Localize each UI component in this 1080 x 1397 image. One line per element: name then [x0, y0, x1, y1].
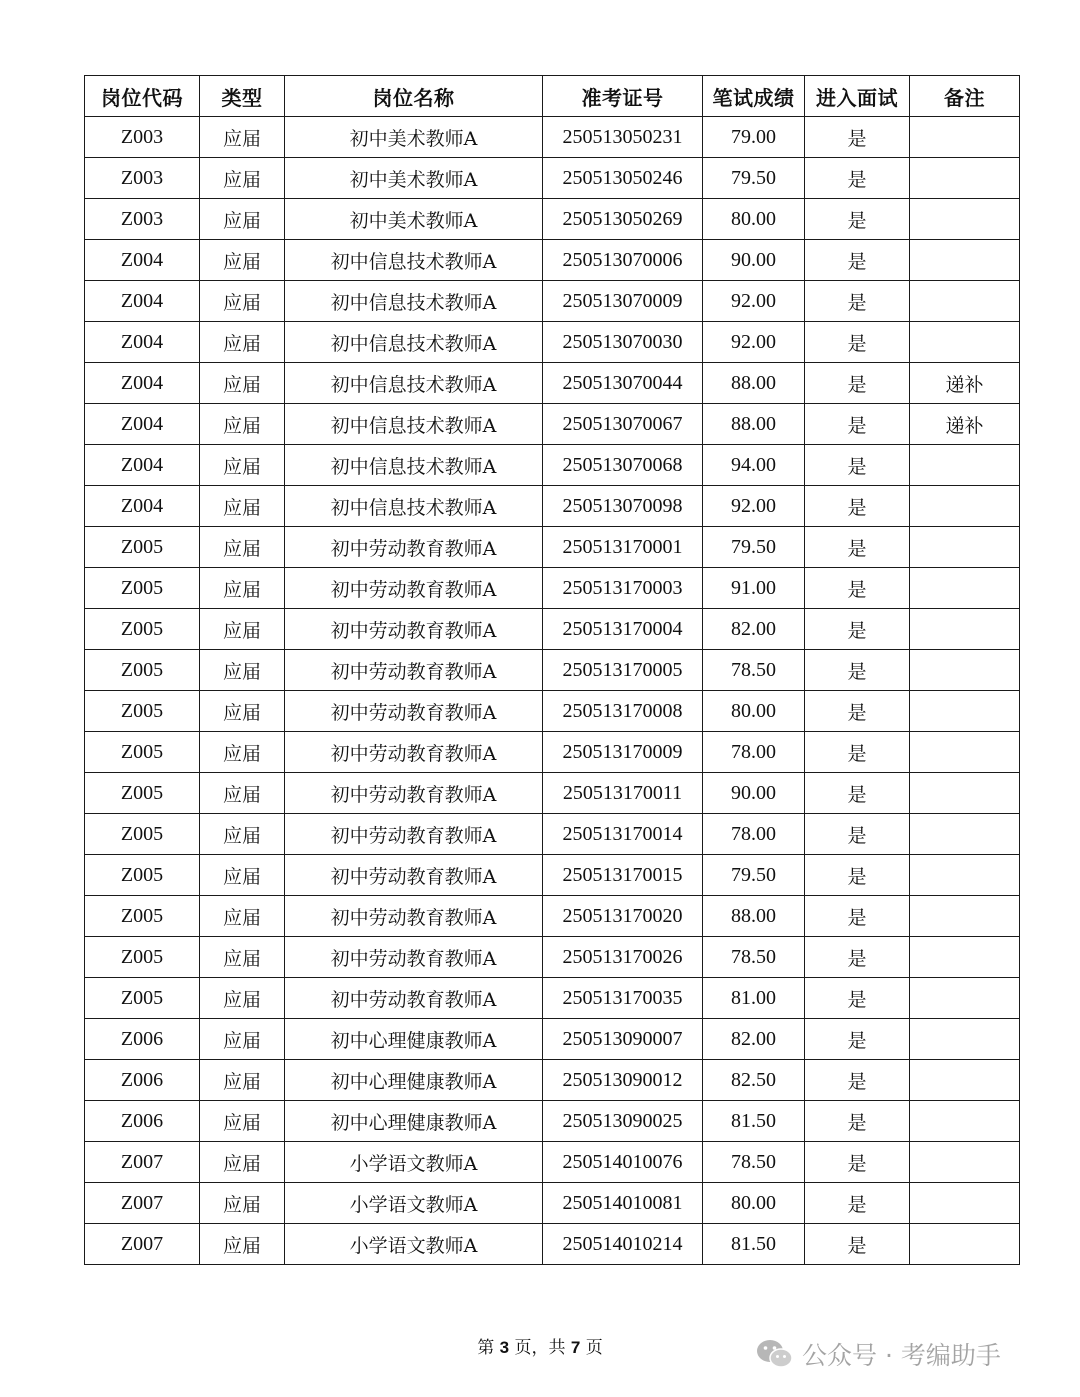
cell-interview: 是	[805, 1019, 910, 1060]
cell-type: 应届	[200, 1183, 285, 1224]
cell-admission-number: 250513170001	[543, 527, 703, 568]
cell-position-name: 初中劳动教育教师A	[285, 773, 543, 814]
cell-remarks	[910, 240, 1020, 281]
cell-interview: 是	[805, 650, 910, 691]
cell-position-name: 初中美术教师A	[285, 117, 543, 158]
table-row	[85, 322, 1020, 363]
cell-written-score: 78.50	[703, 650, 805, 691]
cell-remarks	[910, 568, 1020, 609]
cell-written-score: 82.00	[703, 609, 805, 650]
cell-position-code: Z005	[85, 732, 200, 773]
footer-total-pages: 7	[570, 1338, 581, 1357]
wechat-icon	[756, 1338, 794, 1370]
cell-position-code: Z003	[85, 117, 200, 158]
table-row	[85, 568, 1020, 609]
cell-admission-number: 250513170014	[543, 814, 703, 855]
cell-position-code: Z005	[85, 568, 200, 609]
cell-position-code: Z004	[85, 404, 200, 445]
cell-position-code: Z005	[85, 691, 200, 732]
cell-admission-number: 250514010081	[543, 1183, 703, 1224]
cell-admission-number: 250513050246	[543, 158, 703, 199]
cell-type: 应届	[200, 814, 285, 855]
cell-written-score: 82.00	[703, 1019, 805, 1060]
cell-interview: 是	[805, 1060, 910, 1101]
cell-interview: 是	[805, 937, 910, 978]
cell-remarks	[910, 1224, 1020, 1265]
cell-written-score: 78.00	[703, 732, 805, 773]
cell-admission-number: 250513070006	[543, 240, 703, 281]
table-row	[85, 1060, 1020, 1101]
cell-remarks	[910, 322, 1020, 363]
cell-admission-number: 250513090007	[543, 1019, 703, 1060]
cell-position-name: 小学语文教师A	[285, 1183, 543, 1224]
cell-type: 应届	[200, 527, 285, 568]
table-row	[85, 650, 1020, 691]
cell-type: 应届	[200, 609, 285, 650]
cell-admission-number: 250513170005	[543, 650, 703, 691]
cell-position-code: Z004	[85, 240, 200, 281]
cell-position-name: 初中心理健康教师A	[285, 1101, 543, 1142]
cell-admission-number: 250513170008	[543, 691, 703, 732]
cell-admission-number: 250513170035	[543, 978, 703, 1019]
table-row	[85, 486, 1020, 527]
cell-type: 应届	[200, 732, 285, 773]
table-row	[85, 1183, 1020, 1224]
table-row	[85, 158, 1020, 199]
cell-position-name: 初中劳动教育教师A	[285, 978, 543, 1019]
table-row	[85, 117, 1020, 158]
cell-written-score: 88.00	[703, 363, 805, 404]
table-row	[85, 773, 1020, 814]
cell-remarks	[910, 609, 1020, 650]
table-row	[85, 937, 1020, 978]
cell-interview: 是	[805, 486, 910, 527]
cell-remarks	[910, 527, 1020, 568]
cell-written-score: 81.50	[703, 1224, 805, 1265]
cell-admission-number: 250513170011	[543, 773, 703, 814]
cell-position-name: 初中劳动教育教师A	[285, 527, 543, 568]
cell-type: 应届	[200, 363, 285, 404]
cell-type: 应届	[200, 117, 285, 158]
cell-written-score: 94.00	[703, 445, 805, 486]
table-body	[85, 117, 1020, 1265]
cell-admission-number: 250513070067	[543, 404, 703, 445]
table-row	[85, 527, 1020, 568]
cell-written-score: 81.00	[703, 978, 805, 1019]
cell-type: 应届	[200, 445, 285, 486]
cell-type: 应届	[200, 322, 285, 363]
table-row	[85, 855, 1020, 896]
cell-type: 应届	[200, 691, 285, 732]
cell-interview: 是	[805, 199, 910, 240]
cell-position-name: 初中信息技术教师A	[285, 363, 543, 404]
cell-interview: 是	[805, 281, 910, 322]
cell-interview: 是	[805, 896, 910, 937]
cell-written-score: 91.00	[703, 568, 805, 609]
cell-admission-number: 250513170003	[543, 568, 703, 609]
table-row	[85, 1101, 1020, 1142]
cell-admission-number: 250513070098	[543, 486, 703, 527]
cell-position-code: Z006	[85, 1060, 200, 1101]
cell-position-name: 初中劳动教育教师A	[285, 732, 543, 773]
cell-written-score: 79.50	[703, 855, 805, 896]
cell-remarks	[910, 978, 1020, 1019]
cell-remarks	[910, 158, 1020, 199]
cell-admission-number: 250513050231	[543, 117, 703, 158]
cell-position-code: Z004	[85, 445, 200, 486]
cell-interview: 是	[805, 363, 910, 404]
table-row	[85, 978, 1020, 1019]
cell-position-name: 初中美术教师A	[285, 158, 543, 199]
header-written-score: 笔试成绩	[703, 76, 805, 117]
cell-remarks	[910, 814, 1020, 855]
cell-position-name: 初中劳动教育教师A	[285, 609, 543, 650]
cell-position-code: Z005	[85, 609, 200, 650]
cell-position-code: Z004	[85, 322, 200, 363]
cell-remarks	[910, 937, 1020, 978]
cell-type: 应届	[200, 650, 285, 691]
cell-admission-number: 250513170004	[543, 609, 703, 650]
cell-position-code: Z004	[85, 281, 200, 322]
cell-remarks	[910, 1101, 1020, 1142]
cell-interview: 是	[805, 117, 910, 158]
footer-current-page: 3	[499, 1338, 510, 1357]
cell-interview: 是	[805, 732, 910, 773]
table-row	[85, 814, 1020, 855]
cell-position-code: Z005	[85, 814, 200, 855]
cell-written-score: 78.00	[703, 814, 805, 855]
cell-remarks	[910, 1142, 1020, 1183]
cell-position-name: 初中信息技术教师A	[285, 404, 543, 445]
table-row	[85, 1224, 1020, 1265]
header-position-code: 岗位代码	[85, 76, 200, 117]
cell-written-score: 92.00	[703, 281, 805, 322]
table-row	[85, 199, 1020, 240]
results-table	[84, 75, 1020, 1265]
cell-position-code: Z005	[85, 855, 200, 896]
cell-written-score: 79.00	[703, 117, 805, 158]
cell-position-code: Z003	[85, 199, 200, 240]
cell-admission-number: 250513170009	[543, 732, 703, 773]
cell-remarks	[910, 117, 1020, 158]
cell-position-name: 初中劳动教育教师A	[285, 937, 543, 978]
cell-position-code: Z005	[85, 978, 200, 1019]
cell-written-score: 79.50	[703, 158, 805, 199]
cell-type: 应届	[200, 896, 285, 937]
cell-position-code: Z007	[85, 1142, 200, 1183]
cell-written-score: 92.00	[703, 322, 805, 363]
cell-written-score: 80.00	[703, 1183, 805, 1224]
cell-type: 应届	[200, 937, 285, 978]
cell-remarks	[910, 896, 1020, 937]
cell-remarks	[910, 732, 1020, 773]
table-row	[85, 1142, 1020, 1183]
cell-remarks	[910, 199, 1020, 240]
cell-type: 应届	[200, 404, 285, 445]
cell-written-score: 80.00	[703, 691, 805, 732]
cell-interview: 是	[805, 1183, 910, 1224]
cell-interview: 是	[805, 691, 910, 732]
footer-prefix: 第	[477, 1338, 500, 1358]
cell-position-name: 初中美术教师A	[285, 199, 543, 240]
cell-position-code: Z005	[85, 650, 200, 691]
watermark-text: 公众号 · 考编助手	[802, 1341, 1001, 1370]
cell-position-code: Z005	[85, 937, 200, 978]
cell-position-name: 小学语文教师A	[285, 1142, 543, 1183]
cell-interview: 是	[805, 773, 910, 814]
cell-interview: 是	[805, 1224, 910, 1265]
cell-written-score: 81.50	[703, 1101, 805, 1142]
cell-remarks: 递补	[910, 363, 1020, 404]
cell-remarks	[910, 445, 1020, 486]
cell-admission-number: 250513090025	[543, 1101, 703, 1142]
header-type: 类型	[200, 76, 285, 117]
table-row	[85, 445, 1020, 486]
cell-admission-number: 250513170020	[543, 896, 703, 937]
cell-position-name: 初中劳动教育教师A	[285, 814, 543, 855]
cell-position-code: Z003	[85, 158, 200, 199]
cell-interview: 是	[805, 527, 910, 568]
table-row	[85, 281, 1020, 322]
header-interview: 进入面试	[805, 76, 910, 117]
cell-remarks	[910, 1060, 1020, 1101]
cell-position-code: Z007	[85, 1183, 200, 1224]
table-row	[85, 363, 1020, 404]
table-row	[85, 896, 1020, 937]
footer-middle: 页，共	[509, 1338, 571, 1358]
cell-position-name: 初中劳动教育教师A	[285, 896, 543, 937]
watermark	[756, 1336, 1001, 1372]
cell-type: 应届	[200, 1101, 285, 1142]
cell-admission-number: 250513070030	[543, 322, 703, 363]
cell-position-code: Z006	[85, 1019, 200, 1060]
cell-remarks	[910, 855, 1020, 896]
cell-type: 应届	[200, 281, 285, 322]
cell-type: 应届	[200, 1019, 285, 1060]
cell-written-score: 79.50	[703, 527, 805, 568]
cell-type: 应届	[200, 773, 285, 814]
cell-remarks	[910, 1019, 1020, 1060]
cell-type: 应届	[200, 1060, 285, 1101]
cell-written-score: 78.50	[703, 1142, 805, 1183]
cell-admission-number: 250513090012	[543, 1060, 703, 1101]
cell-position-name: 初中心理健康教师A	[285, 1060, 543, 1101]
table-row	[85, 404, 1020, 445]
cell-interview: 是	[805, 978, 910, 1019]
cell-type: 应届	[200, 158, 285, 199]
cell-admission-number: 250513070044	[543, 363, 703, 404]
cell-remarks	[910, 691, 1020, 732]
cell-interview: 是	[805, 158, 910, 199]
cell-interview: 是	[805, 1142, 910, 1183]
cell-remarks	[910, 281, 1020, 322]
cell-position-code: Z005	[85, 527, 200, 568]
cell-position-name: 初中信息技术教师A	[285, 322, 543, 363]
cell-written-score: 92.00	[703, 486, 805, 527]
cell-type: 应届	[200, 1224, 285, 1265]
cell-position-name: 初中劳动教育教师A	[285, 568, 543, 609]
header-admission-number: 准考证号	[543, 76, 703, 117]
table-row	[85, 240, 1020, 281]
cell-position-name: 初中心理健康教师A	[285, 1019, 543, 1060]
footer-suffix: 页	[580, 1338, 603, 1358]
cell-position-name: 初中劳动教育教师A	[285, 650, 543, 691]
cell-admission-number: 250514010076	[543, 1142, 703, 1183]
cell-interview: 是	[805, 568, 910, 609]
cell-written-score: 80.00	[703, 199, 805, 240]
cell-interview: 是	[805, 404, 910, 445]
cell-position-code: Z006	[85, 1101, 200, 1142]
cell-position-name: 初中信息技术教师A	[285, 486, 543, 527]
cell-position-name: 初中劳动教育教师A	[285, 691, 543, 732]
table-row	[85, 609, 1020, 650]
cell-admission-number: 250513170026	[543, 937, 703, 978]
cell-interview: 是	[805, 609, 910, 650]
header-remarks: 备注	[910, 76, 1020, 117]
cell-written-score: 88.00	[703, 896, 805, 937]
cell-position-code: Z005	[85, 896, 200, 937]
cell-interview: 是	[805, 855, 910, 896]
cell-admission-number: 250513070068	[543, 445, 703, 486]
cell-position-name: 初中信息技术教师A	[285, 240, 543, 281]
cell-remarks	[910, 486, 1020, 527]
table-row	[85, 1019, 1020, 1060]
cell-written-score: 88.00	[703, 404, 805, 445]
cell-interview: 是	[805, 814, 910, 855]
table-row	[85, 691, 1020, 732]
cell-position-name: 初中劳动教育教师A	[285, 855, 543, 896]
cell-type: 应届	[200, 1142, 285, 1183]
cell-written-score: 90.00	[703, 240, 805, 281]
cell-written-score: 78.50	[703, 937, 805, 978]
cell-interview: 是	[805, 445, 910, 486]
cell-position-code: Z007	[85, 1224, 200, 1265]
cell-type: 应届	[200, 978, 285, 1019]
cell-type: 应届	[200, 855, 285, 896]
cell-position-name: 小学语文教师A	[285, 1224, 543, 1265]
table-row	[85, 732, 1020, 773]
cell-type: 应届	[200, 486, 285, 527]
cell-interview: 是	[805, 240, 910, 281]
cell-written-score: 82.50	[703, 1060, 805, 1101]
cell-admission-number: 250513070009	[543, 281, 703, 322]
header-position-name: 岗位名称	[285, 76, 543, 117]
cell-admission-number: 250513050269	[543, 199, 703, 240]
cell-remarks	[910, 650, 1020, 691]
cell-position-name: 初中信息技术教师A	[285, 281, 543, 322]
cell-position-code: Z004	[85, 363, 200, 404]
table-header-row	[85, 76, 1020, 117]
cell-type: 应届	[200, 568, 285, 609]
cell-admission-number: 250513170015	[543, 855, 703, 896]
cell-type: 应届	[200, 199, 285, 240]
cell-interview: 是	[805, 1101, 910, 1142]
cell-remarks	[910, 1183, 1020, 1224]
cell-written-score: 90.00	[703, 773, 805, 814]
cell-remarks: 递补	[910, 404, 1020, 445]
cell-admission-number: 250514010214	[543, 1224, 703, 1265]
cell-position-code: Z005	[85, 773, 200, 814]
cell-type: 应届	[200, 240, 285, 281]
cell-remarks	[910, 773, 1020, 814]
cell-interview: 是	[805, 322, 910, 363]
cell-position-name: 初中信息技术教师A	[285, 445, 543, 486]
cell-position-code: Z004	[85, 486, 200, 527]
